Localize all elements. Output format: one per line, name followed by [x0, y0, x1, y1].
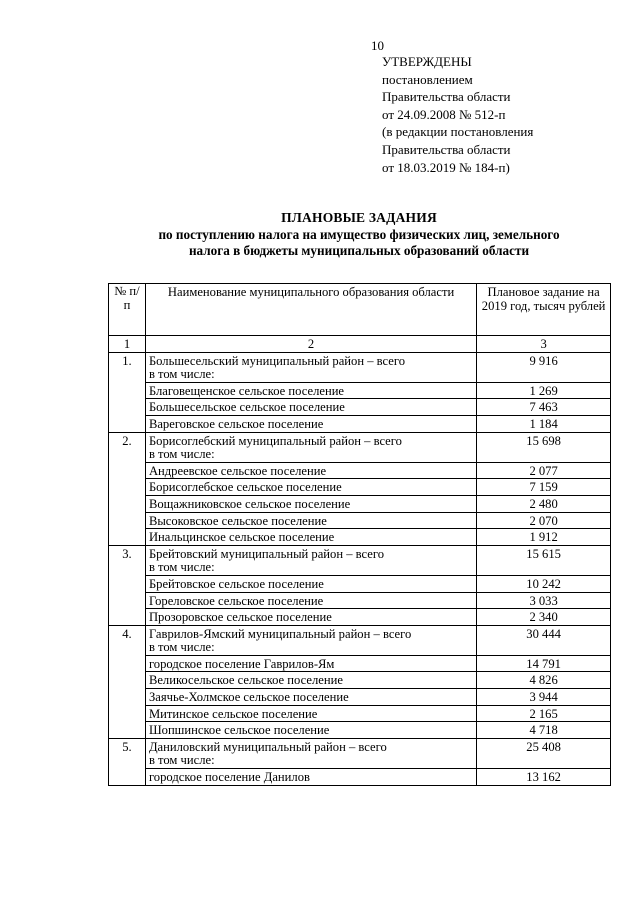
district-name — [145, 352, 476, 382]
settlement-value: 1 912 — [477, 529, 611, 546]
settlement-name: Шопшинское сельское поселение — [145, 722, 476, 739]
settlement-name: Вощажниковское сельское поселение — [145, 495, 476, 512]
document-title — [0, 210, 640, 260]
including-label: в том числе: — [148, 753, 215, 768]
settlement-row — [109, 609, 611, 626]
settlement-row — [109, 769, 611, 786]
settlement-value: 1 184 — [477, 415, 611, 432]
approval-line: постановлением — [382, 71, 473, 87]
district-title: Даниловский муниципальный район – всего — [148, 739, 387, 754]
settlement-name: городское поселение Данилов — [145, 769, 476, 786]
district-title: Большесельский муниципальный район – всего — [148, 353, 406, 368]
settlement-value: 14 791 — [477, 655, 611, 672]
settlement-row — [109, 399, 611, 416]
district-name — [145, 432, 476, 462]
row-number: 2. — [109, 432, 146, 545]
settlement-value: 4 826 — [477, 672, 611, 689]
district-row — [109, 352, 611, 382]
district-name — [145, 545, 476, 575]
settlement-row — [109, 655, 611, 672]
row-number: 5. — [109, 738, 146, 785]
district-title: Брейтовский муниципальный район – всего — [148, 546, 385, 561]
header-name: Наименование муниципального образования области — [145, 284, 476, 336]
approval-line: Правительства области — [382, 141, 511, 157]
approval-line: (в редакции постановления — [382, 124, 534, 140]
approval-line: УТВЕРЖДЕНЫ — [382, 54, 472, 69]
settlement-name: Прозоровское сельское поселение — [145, 609, 476, 626]
settlement-name: Андреевское сельское поселение — [145, 462, 476, 479]
column-number: 2 — [145, 336, 476, 353]
column-number: 3 — [477, 336, 611, 353]
district-total: 9 916 — [477, 352, 611, 382]
settlement-name: Великосельское сельское поселение — [145, 672, 476, 689]
plan-table — [108, 283, 611, 786]
settlement-name: Митинское сельское поселение — [145, 705, 476, 722]
including-label: в том числе: — [148, 560, 215, 575]
settlement-name: Инальцинское сельское поселение — [145, 529, 476, 546]
settlement-value: 2 070 — [477, 512, 611, 529]
title-subline: по поступлению налога на имущество физических лиц, земельного — [158, 226, 560, 242]
district-title: Гаврилов-Ямский муниципальный район – всего — [148, 626, 412, 641]
settlement-row — [109, 479, 611, 496]
column-number-row — [109, 336, 611, 353]
including-label: в том числе: — [148, 447, 215, 462]
settlement-value: 3 033 — [477, 592, 611, 609]
settlement-value: 1 269 — [477, 382, 611, 399]
settlement-value: 2 077 — [477, 462, 611, 479]
district-total: 15 698 — [477, 432, 611, 462]
table-header-row — [109, 284, 611, 336]
column-number: 1 — [109, 336, 146, 353]
settlement-row — [109, 512, 611, 529]
settlement-value: 7 463 — [477, 399, 611, 416]
row-number: 3. — [109, 545, 146, 625]
settlement-row — [109, 689, 611, 706]
page-number: 10 — [371, 38, 384, 53]
settlement-name: Благовещенское сельское поселение — [145, 382, 476, 399]
settlement-name: Заячье-Холмское сельское поселение — [145, 689, 476, 706]
settlement-row — [109, 672, 611, 689]
including-label: в том числе: — [148, 640, 215, 655]
settlement-value: 4 718 — [477, 722, 611, 739]
district-name — [145, 738, 476, 768]
district-total: 15 615 — [477, 545, 611, 575]
settlement-row — [109, 705, 611, 722]
settlement-row — [109, 592, 611, 609]
settlement-row — [109, 415, 611, 432]
district-row — [109, 432, 611, 462]
settlement-value: 2 165 — [477, 705, 611, 722]
approval-line: от 24.09.2008 № 512-п — [382, 106, 506, 122]
district-row — [109, 625, 611, 655]
settlement-name: Большесельское сельское поселение — [145, 399, 476, 416]
including-label: в том числе: — [148, 367, 215, 382]
settlement-row — [109, 722, 611, 739]
district-name — [145, 625, 476, 655]
settlement-row — [109, 529, 611, 546]
district-title: Борисоглебский муниципальный район – всего — [148, 433, 402, 448]
settlement-value: 10 242 — [477, 575, 611, 592]
title-main: ПЛАНОВЫЕ ЗАДАНИЯ — [281, 210, 437, 225]
settlement-value: 13 162 — [477, 769, 611, 786]
header-value: Плановое задание на 2019 год, тысяч рублей — [477, 284, 611, 336]
district-row — [109, 545, 611, 575]
settlement-value: 2 340 — [477, 609, 611, 626]
settlement-row — [109, 575, 611, 592]
settlement-value: 7 159 — [477, 479, 611, 496]
settlement-name: городское поселение Гаврилов-Ям — [145, 655, 476, 672]
district-row — [109, 738, 611, 768]
approval-line: Правительства области — [382, 89, 511, 105]
title-subline: налога в бюджеты муниципальных образований области — [188, 243, 530, 258]
settlement-name: Высоковское сельское поселение — [145, 512, 476, 529]
settlement-name: Брейтовское сельское поселение — [145, 575, 476, 592]
settlement-row — [109, 462, 611, 479]
row-number: 1. — [109, 352, 146, 432]
settlement-value: 2 480 — [477, 495, 611, 512]
settlement-name: Вареговское сельское поселение — [145, 415, 476, 432]
settlement-row — [109, 495, 611, 512]
header-num: № п/п — [109, 284, 146, 336]
approval-line: от 18.03.2019 № 184-п) — [382, 159, 510, 175]
settlement-value: 3 944 — [477, 689, 611, 706]
settlement-name: Борисоглебское сельское поселение — [145, 479, 476, 496]
settlement-name: Гореловское сельское поселение — [145, 592, 476, 609]
row-number: 4. — [109, 625, 146, 738]
district-total: 25 408 — [477, 738, 611, 768]
settlement-row — [109, 382, 611, 399]
approval-stamp — [382, 53, 533, 176]
district-total: 30 444 — [477, 625, 611, 655]
